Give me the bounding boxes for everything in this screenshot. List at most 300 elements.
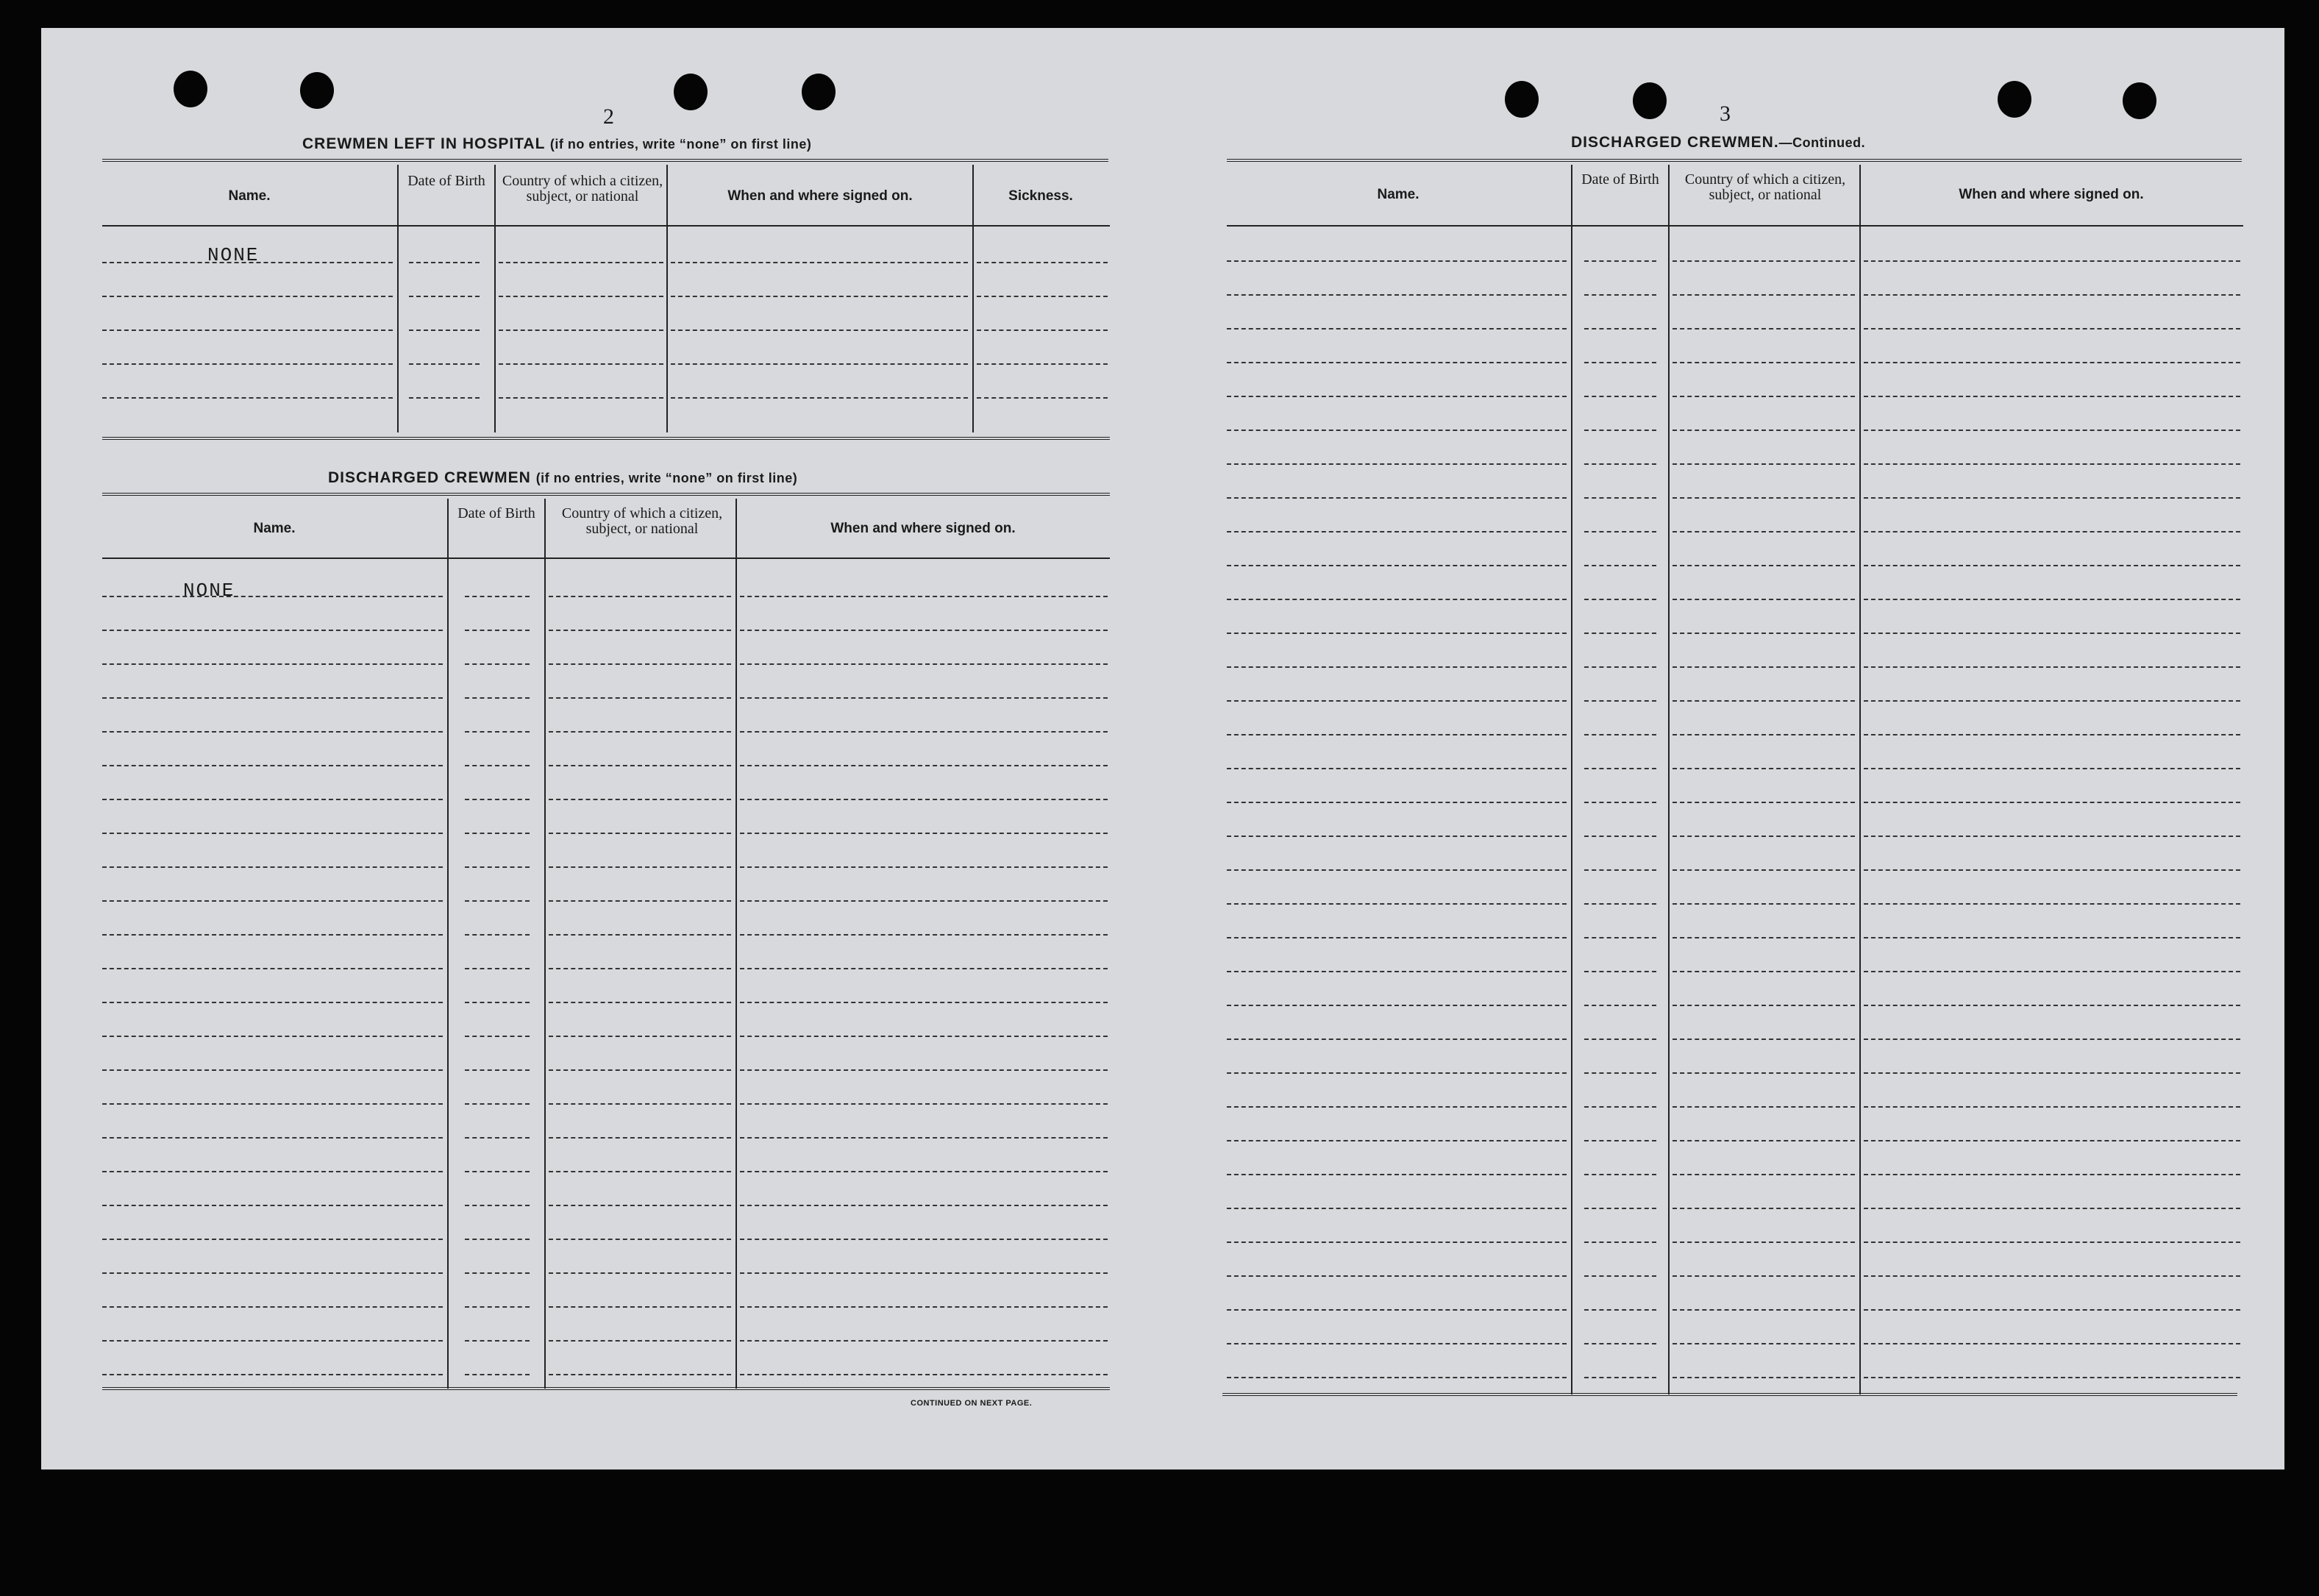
section-top-rule xyxy=(102,493,1110,497)
entry-line xyxy=(1584,937,1656,938)
entry-line xyxy=(1584,971,1656,972)
entry-line xyxy=(1864,1377,2240,1378)
entry-line xyxy=(409,296,480,297)
entry-line xyxy=(549,1272,731,1274)
entry-line xyxy=(740,663,1108,665)
entry-line xyxy=(465,968,530,969)
entry-line xyxy=(1864,1005,2240,1006)
entry-line xyxy=(102,663,443,665)
column-header-date-of-birth: Date of Birth xyxy=(1581,171,1659,188)
entry-line xyxy=(1864,937,2240,938)
entry-line xyxy=(1673,666,1855,668)
entry-line xyxy=(102,1002,443,1003)
entry-line xyxy=(1864,362,2240,363)
entry-line xyxy=(740,1002,1108,1003)
entry-line xyxy=(1673,734,1855,735)
entry-line xyxy=(740,1069,1108,1071)
entry-line xyxy=(1584,700,1656,702)
entry-line xyxy=(465,1374,530,1375)
entry-line xyxy=(671,397,968,399)
punch-hole xyxy=(300,72,334,109)
entry-line xyxy=(102,329,393,331)
header-bottom-rule xyxy=(1227,225,2243,227)
entry-line xyxy=(1673,1140,1855,1141)
continued-footer: CONTINUED ON NEXT PAGE. xyxy=(911,1399,1033,1408)
entry-line xyxy=(465,1103,530,1105)
entry-line xyxy=(1864,1039,2240,1040)
entry-line xyxy=(1584,869,1656,871)
entry-line xyxy=(1673,497,1855,499)
entry-line xyxy=(409,329,480,331)
entry-line xyxy=(549,799,731,800)
entry-line xyxy=(549,1306,731,1308)
entry-line xyxy=(549,1036,731,1037)
entry-line xyxy=(1227,1072,1567,1074)
entry-line xyxy=(1864,1309,2240,1311)
entry-line xyxy=(499,296,663,297)
header-bottom-rule xyxy=(102,557,1110,559)
punch-hole xyxy=(1505,81,1539,118)
entry-line xyxy=(977,329,1108,331)
entry-line xyxy=(102,1272,443,1274)
entry-line xyxy=(1584,362,1656,363)
entry-line xyxy=(1227,260,1567,262)
entry-line xyxy=(1673,1005,1855,1006)
entry-line xyxy=(740,630,1108,631)
section-top-rule xyxy=(102,159,1108,163)
entry-line xyxy=(740,1171,1108,1172)
entry-line xyxy=(1584,836,1656,837)
entry-line xyxy=(1673,869,1855,871)
entry-line xyxy=(1227,1309,1567,1311)
entry-line xyxy=(1584,1343,1656,1344)
entry-line xyxy=(1584,328,1656,329)
entry-line xyxy=(1673,1072,1855,1074)
entry-line xyxy=(671,296,968,297)
entry-line xyxy=(977,397,1108,399)
entry-line xyxy=(1864,396,2240,397)
entry-line xyxy=(1864,430,2240,431)
column-header-name: Name. xyxy=(253,521,296,536)
entry-line xyxy=(1864,1072,2240,1074)
entry-line xyxy=(102,1036,443,1037)
entry-line xyxy=(1673,294,1855,296)
entry-line xyxy=(671,363,968,365)
entry-line xyxy=(1227,836,1567,837)
entry-line xyxy=(1673,971,1855,972)
entry-line xyxy=(102,1137,443,1139)
column-header-date-of-birth: Date of Birth xyxy=(457,505,535,521)
entry-line xyxy=(1584,497,1656,499)
entry-line xyxy=(1584,531,1656,532)
column-divider xyxy=(447,499,449,1389)
entry-line xyxy=(1584,633,1656,634)
entry-line xyxy=(1227,1174,1567,1175)
entry-line xyxy=(549,1069,731,1071)
entry-line xyxy=(1227,430,1567,431)
entry-line xyxy=(1227,1208,1567,1209)
entry-line xyxy=(465,1171,530,1172)
entry-line xyxy=(102,968,443,969)
entry-line xyxy=(1227,700,1567,702)
entry-line xyxy=(549,1002,731,1003)
entry-line xyxy=(1864,1106,2240,1108)
entry-line xyxy=(409,363,480,365)
entry-line xyxy=(1864,633,2240,634)
entry-line xyxy=(1584,768,1656,769)
discharged-section-title xyxy=(328,469,797,487)
entry-line xyxy=(740,799,1108,800)
entry-line xyxy=(740,934,1108,936)
entry-line xyxy=(102,262,393,263)
column-divider xyxy=(666,165,668,432)
entry-line xyxy=(465,1272,530,1274)
entry-line xyxy=(1584,463,1656,465)
entry-line xyxy=(1673,768,1855,769)
entry-line xyxy=(1584,1174,1656,1175)
entry-line xyxy=(102,934,443,936)
page-number: 2 xyxy=(603,104,614,129)
entry-line xyxy=(465,866,530,868)
entry-line xyxy=(102,630,443,631)
entry-line xyxy=(1673,1174,1855,1175)
entry-line xyxy=(465,1002,530,1003)
punch-hole xyxy=(674,74,708,110)
hospital-section-title xyxy=(302,135,811,153)
entry-line xyxy=(1864,1140,2240,1141)
entry-line xyxy=(1227,666,1567,668)
entry-line xyxy=(740,866,1108,868)
column-divider xyxy=(1668,165,1670,1394)
entry-line xyxy=(465,630,530,631)
entry-line xyxy=(1227,1343,1567,1344)
entry-line xyxy=(549,1374,731,1375)
entry-line xyxy=(1864,1343,2240,1344)
entry-line xyxy=(465,596,530,597)
entry-line xyxy=(499,329,663,331)
entry-line xyxy=(1584,1005,1656,1006)
entry-line xyxy=(102,799,443,800)
entry-line xyxy=(1227,1275,1567,1277)
column-header-when-where: When and where signed on. xyxy=(830,521,1016,536)
entry-line xyxy=(671,262,968,263)
punch-hole xyxy=(1633,82,1667,119)
entry-line xyxy=(1227,599,1567,600)
entry-line xyxy=(740,1205,1108,1206)
entry-line xyxy=(740,900,1108,902)
entry-line xyxy=(1227,1005,1567,1006)
entry-line xyxy=(102,1374,443,1375)
entry-line xyxy=(1227,497,1567,499)
entry-line xyxy=(1673,1309,1855,1311)
header-bottom-rule xyxy=(102,225,1110,227)
column-divider xyxy=(1859,165,1861,1394)
entry-line xyxy=(549,934,731,936)
entry-line xyxy=(1227,1106,1567,1108)
entry-line xyxy=(102,833,443,834)
entry-line xyxy=(740,1306,1108,1308)
entry-line xyxy=(499,363,663,365)
entry-line xyxy=(1673,430,1855,431)
entry-line xyxy=(1864,903,2240,905)
column-header-country: Country of which a citizen, subject, or national xyxy=(502,173,663,204)
entry-line xyxy=(1864,328,2240,329)
entry-line xyxy=(1227,734,1567,735)
entry-line xyxy=(102,697,443,699)
entry-line xyxy=(465,833,530,834)
entry-line xyxy=(1227,869,1567,871)
entry-line xyxy=(465,663,530,665)
section-title-text: DISCHARGED CREWMEN xyxy=(328,469,531,486)
entry-line xyxy=(465,1340,530,1342)
section-bottom-rule xyxy=(102,437,1110,441)
entry-line xyxy=(549,833,731,834)
entry-line xyxy=(1673,903,1855,905)
entry-line xyxy=(1673,1343,1855,1344)
typed-entry-none: NONE xyxy=(183,580,235,602)
entry-line xyxy=(1673,1208,1855,1209)
entry-line xyxy=(1584,1072,1656,1074)
entry-line xyxy=(1864,836,2240,837)
entry-line xyxy=(549,697,731,699)
column-header-name: Name. xyxy=(1377,187,1419,202)
entry-line xyxy=(740,1137,1108,1139)
section-title-text: CREWMEN LEFT IN HOSPITAL xyxy=(302,135,546,152)
entry-line xyxy=(1673,565,1855,566)
entry-line xyxy=(465,1137,530,1139)
entry-line xyxy=(1864,1275,2240,1277)
column-header-country: Country of which a citizen, subject, or national xyxy=(1684,171,1846,203)
entry-line xyxy=(1673,463,1855,465)
entry-line xyxy=(465,1069,530,1071)
entry-line xyxy=(1584,396,1656,397)
entry-line xyxy=(549,866,731,868)
column-divider xyxy=(972,165,974,432)
entry-line xyxy=(102,866,443,868)
entry-line xyxy=(465,1306,530,1308)
entry-line xyxy=(549,1137,731,1139)
entry-line xyxy=(1864,1174,2240,1175)
punch-hole xyxy=(1998,81,2031,118)
section-instruction: (if no entries, write “none” on first line) xyxy=(535,471,798,485)
entry-line xyxy=(977,363,1108,365)
entry-line xyxy=(549,900,731,902)
entry-line xyxy=(1864,802,2240,803)
entry-line xyxy=(102,596,443,597)
entry-line xyxy=(1864,463,2240,465)
entry-line xyxy=(671,329,968,331)
column-header-date-of-birth: Date of Birth xyxy=(407,173,485,189)
entry-line xyxy=(1227,937,1567,938)
entry-line xyxy=(465,697,530,699)
entry-line xyxy=(465,799,530,800)
entry-line xyxy=(409,262,480,263)
entry-line xyxy=(1584,1241,1656,1243)
column-header-sickness: Sickness. xyxy=(1008,188,1073,204)
entry-line xyxy=(465,1239,530,1240)
entry-line xyxy=(1673,328,1855,329)
entry-line xyxy=(1673,1106,1855,1108)
entry-line xyxy=(102,296,393,297)
entry-line xyxy=(1673,937,1855,938)
entry-line xyxy=(1673,531,1855,532)
entry-line xyxy=(102,1069,443,1071)
entry-line xyxy=(1864,1208,2240,1209)
section-bottom-rule xyxy=(102,1387,1110,1392)
entry-line xyxy=(1227,1377,1567,1378)
entry-line xyxy=(1227,531,1567,532)
entry-line xyxy=(102,1205,443,1206)
entry-line xyxy=(1584,903,1656,905)
entry-line xyxy=(1864,531,2240,532)
entry-line xyxy=(1864,260,2240,262)
entry-line xyxy=(1864,666,2240,668)
entry-line xyxy=(465,934,530,936)
column-header-name: Name. xyxy=(228,188,271,204)
entry-line xyxy=(1584,294,1656,296)
entry-line xyxy=(465,900,530,902)
entry-line xyxy=(1864,1241,2240,1243)
entry-line xyxy=(1673,260,1855,262)
discharged-continued-title xyxy=(1571,134,1865,152)
column-divider xyxy=(397,165,399,432)
entry-line xyxy=(1673,362,1855,363)
entry-line xyxy=(740,968,1108,969)
entry-line xyxy=(102,765,443,766)
entry-line xyxy=(549,663,731,665)
entry-line xyxy=(1584,1106,1656,1108)
entry-line xyxy=(102,1171,443,1172)
entry-line xyxy=(549,1171,731,1172)
manifest-sheet xyxy=(41,28,2284,1469)
column-divider xyxy=(1571,165,1572,1394)
entry-line xyxy=(977,262,1108,263)
entry-line xyxy=(549,1103,731,1105)
entry-line xyxy=(1584,802,1656,803)
page-number: 3 xyxy=(1720,101,1731,126)
entry-line xyxy=(549,596,731,597)
entry-line xyxy=(1227,1241,1567,1243)
column-header-when-where: When and where signed on. xyxy=(727,188,913,204)
entry-line xyxy=(740,731,1108,733)
entry-line xyxy=(740,1272,1108,1274)
entry-line xyxy=(740,596,1108,597)
typed-entry-none: NONE xyxy=(207,244,260,266)
entry-line xyxy=(499,262,663,263)
column-divider xyxy=(735,499,737,1389)
entry-line xyxy=(1227,903,1567,905)
entry-line xyxy=(549,731,731,733)
entry-line xyxy=(549,765,731,766)
entry-line xyxy=(1673,599,1855,600)
column-divider xyxy=(494,165,496,432)
entry-line xyxy=(102,1340,443,1342)
entry-line xyxy=(1227,565,1567,566)
entry-line xyxy=(1673,836,1855,837)
entry-line xyxy=(102,1306,443,1308)
entry-line xyxy=(1227,362,1567,363)
entry-line xyxy=(465,1205,530,1206)
entry-line xyxy=(465,765,530,766)
punch-hole xyxy=(2123,82,2156,119)
column-divider xyxy=(544,499,546,1389)
entry-line xyxy=(1864,700,2240,702)
entry-line xyxy=(1227,971,1567,972)
entry-line xyxy=(1227,396,1567,397)
entry-line xyxy=(1227,328,1567,329)
entry-line xyxy=(740,1036,1108,1037)
entry-line xyxy=(1864,768,2240,769)
section-instruction: (if no entries, write “none” on first line) xyxy=(549,137,812,152)
entry-line xyxy=(549,1205,731,1206)
entry-line xyxy=(1673,1275,1855,1277)
column-header-when-where: When and where signed on. xyxy=(1959,187,2144,202)
entry-line xyxy=(740,1103,1108,1105)
entry-line xyxy=(1584,430,1656,431)
entry-line xyxy=(1227,802,1567,803)
entry-line xyxy=(1864,565,2240,566)
entry-line xyxy=(1864,734,2240,735)
entry-line xyxy=(1584,1208,1656,1209)
section-title-suffix: —Continued. xyxy=(1778,135,1866,150)
entry-line xyxy=(1584,1377,1656,1378)
entry-line xyxy=(1673,1377,1855,1378)
entry-line xyxy=(1227,463,1567,465)
entry-line xyxy=(1584,1309,1656,1311)
section-title-text: DISCHARGED CREWMEN. xyxy=(1571,134,1779,151)
entry-line xyxy=(1227,768,1567,769)
entry-line xyxy=(1584,599,1656,600)
section-bottom-rule xyxy=(1222,1393,2237,1397)
entry-line xyxy=(102,397,393,399)
entry-line xyxy=(102,1239,443,1240)
entry-line xyxy=(1227,633,1567,634)
entry-line xyxy=(740,765,1108,766)
entry-line xyxy=(549,968,731,969)
entry-line xyxy=(1584,1140,1656,1141)
entry-line xyxy=(409,397,480,399)
entry-line xyxy=(549,630,731,631)
entry-line xyxy=(977,296,1108,297)
entry-line xyxy=(1673,700,1855,702)
entry-line xyxy=(1864,869,2240,871)
entry-line xyxy=(1673,1241,1855,1243)
entry-line xyxy=(465,731,530,733)
entry-line xyxy=(499,397,663,399)
entry-line xyxy=(102,363,393,365)
entry-line xyxy=(740,1340,1108,1342)
entry-line xyxy=(1673,802,1855,803)
punch-hole xyxy=(802,74,836,110)
entry-line xyxy=(549,1340,731,1342)
entry-line xyxy=(1673,633,1855,634)
entry-line xyxy=(1673,396,1855,397)
entry-line xyxy=(1584,1039,1656,1040)
entry-line xyxy=(1227,1039,1567,1040)
entry-line xyxy=(102,1103,443,1105)
entry-line xyxy=(740,1374,1108,1375)
entry-line xyxy=(1584,1275,1656,1277)
entry-line xyxy=(740,697,1108,699)
section-top-rule xyxy=(1227,159,2242,163)
entry-line xyxy=(102,731,443,733)
entry-line xyxy=(1584,260,1656,262)
entry-line xyxy=(1864,599,2240,600)
entry-line xyxy=(740,1239,1108,1240)
entry-line xyxy=(1864,971,2240,972)
entry-line xyxy=(1673,1039,1855,1040)
punch-hole xyxy=(174,71,207,107)
